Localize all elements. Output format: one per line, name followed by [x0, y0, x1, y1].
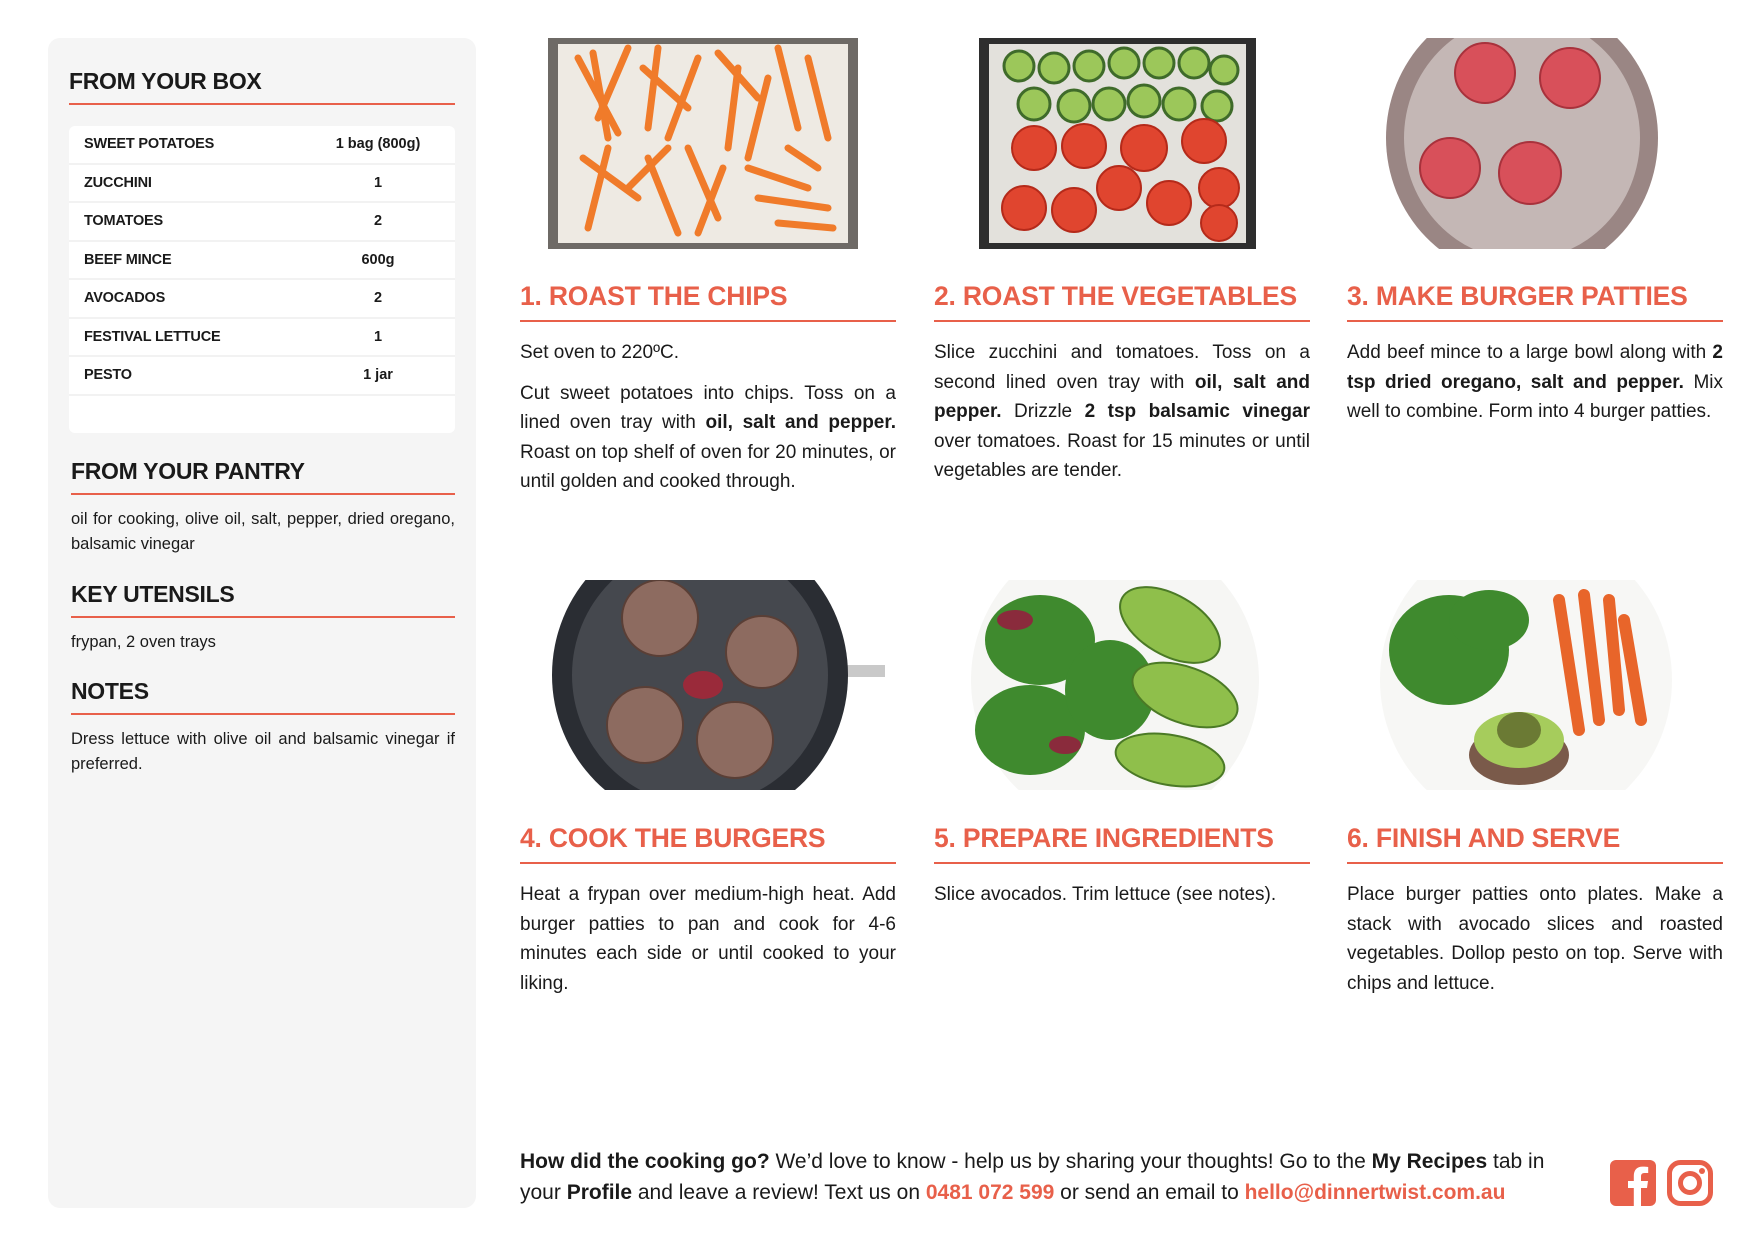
notes-text: Dress lettuce with olive oil and balsamic vinegar if preferred.	[71, 730, 455, 773]
step-3-title: 3. MAKE BURGER PATTIES	[1347, 281, 1723, 322]
feedback-footer: How did the cooking go? We’d love to know - help us by sharing your thoughts! Go to the My Recipes tab in your Profile and leave a review! Text us on 0481 072 599 or send an email to hello@dinnertwist.com.au	[520, 1150, 1545, 1204]
ingredient-qty: 1	[373, 328, 383, 345]
step-3-text: Add beef mince to a large bowl along with 2 tsp dried oregano, salt and pepper. Mix well to combine. Form into 4 burger patties.	[1347, 342, 1723, 422]
ingredient-qty: 600g	[361, 251, 395, 268]
table-row	[69, 319, 455, 358]
ingredient-name: TOMATOES	[84, 213, 163, 230]
step-3-body	[1347, 338, 1723, 427]
box-ingredients-table	[69, 126, 455, 433]
step-1-title: 1. ROAST THE CHIPS	[520, 281, 896, 322]
email-link[interactable]: hello@dinnertwist.com.au	[1244, 1181, 1506, 1204]
facebook-icon[interactable]	[1610, 1160, 1656, 1206]
lettuce-avocado-image	[970, 580, 1260, 790]
sidebar	[48, 38, 476, 1208]
step-6-text: Place burger patties onto plates. Make a stack with avocado slices and roasted vegetables. Dollop pesto on top. Serve with chips and lettuce.	[1347, 884, 1723, 994]
instagram-icon[interactable]	[1667, 1160, 1713, 1206]
burger-patties-bowl-image	[1385, 38, 1660, 249]
utensils-title: KEY UTENSILS	[71, 581, 455, 618]
step-1-text-2: Cut sweet potatoes into chips. Toss on a lined oven tray with oil, salt and pepper. Roast on top shelf of oven for 20 minutes, or until golden and cooked through.	[520, 382, 897, 492]
step-2-text: Slice zucchini and tomatoes. Toss on a second lined oven tray with oil, salt and pepper. Drizzle 2 tsp balsamic vinegar over tomatoes. Roast for 15 minutes or until vegetables are tender.	[934, 342, 1310, 481]
step-1-body	[520, 338, 896, 497]
ingredient-qty: 1 bag (800g)	[335, 136, 421, 153]
step-5-text: Slice avocados. Trim lettuce (see notes).	[934, 884, 1277, 905]
step-6-body	[1347, 880, 1723, 998]
ingredient-name: ZUCCHINI	[84, 174, 152, 191]
table-row	[69, 242, 455, 281]
sweet-potato-chips-image	[548, 38, 858, 249]
ingredient-name: FESTIVAL LETTUCE	[84, 328, 221, 345]
feedback-question: How did the cooking go?	[520, 1150, 770, 1173]
notes-section	[71, 678, 455, 777]
step-5-title: 5. PREPARE INGREDIENTS	[934, 823, 1310, 864]
step-2-title: 2. ROAST THE VEGETABLES	[934, 281, 1310, 322]
step-5-body	[934, 880, 1310, 910]
utensils-text: frypan, 2 oven trays	[71, 633, 216, 651]
pantry-text: oil for cooking, olive oil, salt, pepper, dried oregano, balsamic vinegar	[71, 510, 455, 553]
step-4-title: 4. COOK THE BURGERS	[520, 823, 896, 864]
ingredient-qty: 1 jar	[363, 367, 393, 384]
notes-title: NOTES	[71, 678, 455, 715]
pantry-title: FROM YOUR PANTRY	[71, 458, 455, 495]
table-row	[69, 357, 455, 396]
table-row	[69, 126, 455, 165]
ingredient-name: AVOCADOS	[84, 290, 166, 307]
table-row	[69, 280, 455, 319]
step-4-text: Heat a frypan over medium-high heat. Add burger patties to pan and cook for 4-6 minutes each side or until cooked to your liking.	[520, 884, 896, 994]
ingredient-name: PESTO	[84, 367, 132, 384]
step-1-text-1: Set oven to 220ºC.	[520, 342, 680, 363]
ingredient-qty: 2	[373, 290, 383, 307]
ingredient-name: SWEET POTATOES	[84, 136, 215, 153]
utensils-section	[71, 581, 455, 655]
roast-vegetables-image	[979, 38, 1256, 249]
step-4-body	[520, 880, 896, 998]
ingredient-name: BEEF MINCE	[84, 251, 172, 268]
table-row	[69, 203, 455, 242]
table-row	[69, 165, 455, 204]
step-6-title: 6. FINISH AND SERVE	[1347, 823, 1723, 864]
ingredient-qty: 2	[373, 213, 383, 230]
plated-burger-image	[1379, 580, 1674, 790]
phone-link[interactable]: 0481 072 599	[925, 1181, 1055, 1204]
from-your-box-title: FROM YOUR BOX	[69, 68, 455, 105]
pantry-section	[71, 458, 455, 557]
step-2-body	[934, 338, 1310, 486]
frypan-burgers-image	[550, 580, 885, 790]
ingredient-qty: 1	[373, 174, 383, 191]
